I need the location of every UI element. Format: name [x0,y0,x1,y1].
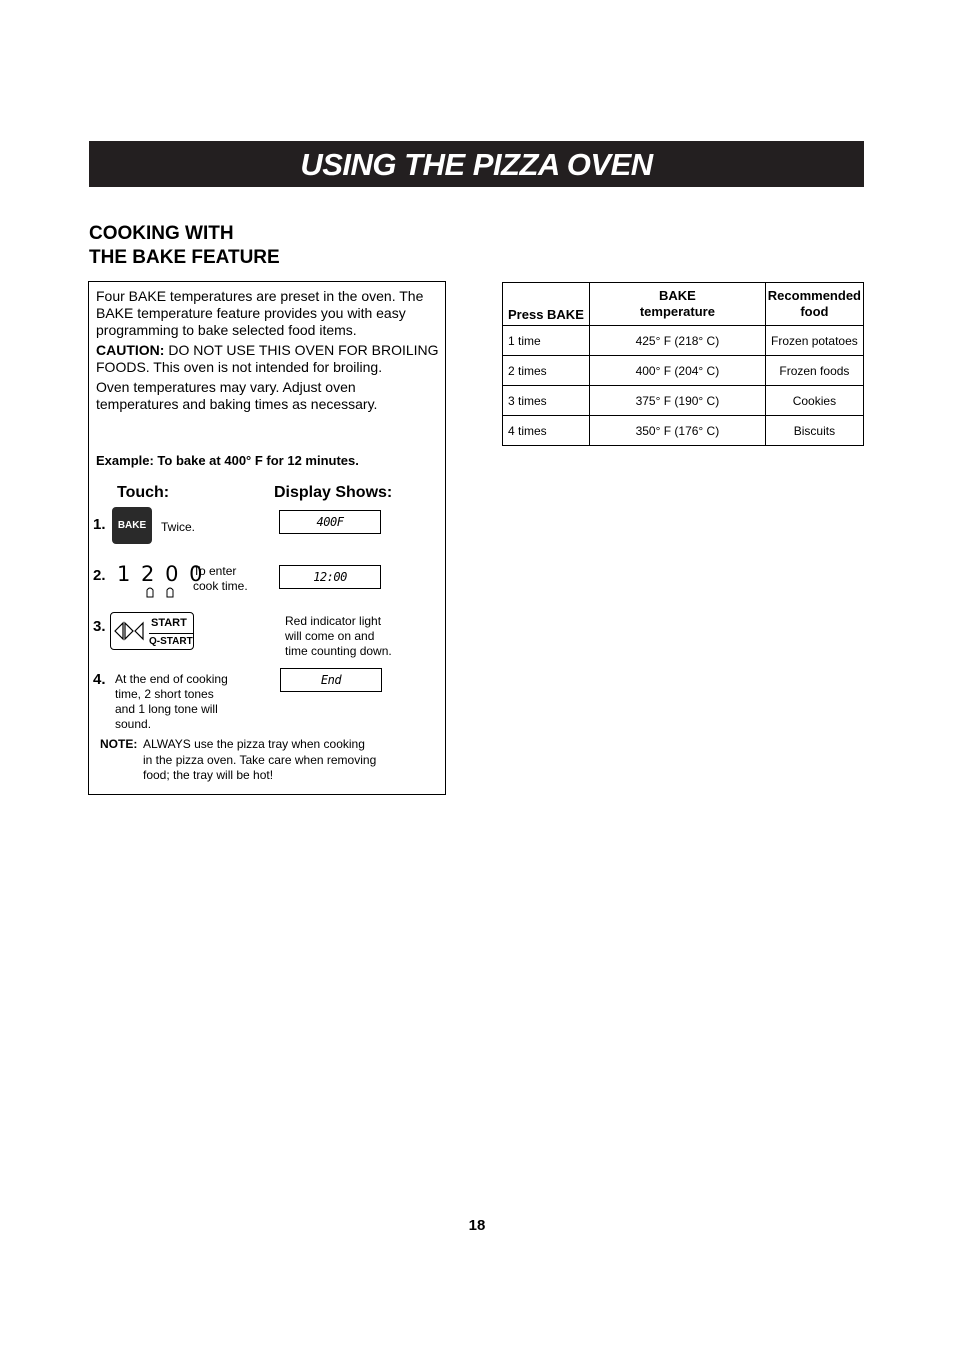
note-line2: in the pizza oven. Take care when removing [143,752,377,767]
display-column-header: Display Shows: [274,484,393,501]
header-bake-temperature: BAKE temperature [590,283,766,326]
touch-column-header: Touch: [117,484,170,501]
step-4-number: 4. [93,671,106,688]
header-recommended-food: Recommended food [765,283,863,326]
step-2-text [193,564,248,594]
step-4-text [115,672,228,732]
table-cell: 3 times [503,386,590,416]
table-cell: 1 time [503,326,590,356]
example-heading: Example: To bake at 400° F for 12 minutes. [96,453,359,468]
bake-temperature-table [502,282,864,446]
start-key [110,612,194,650]
number-keys: 1 2 0 0 [117,562,205,586]
section-heading [89,222,280,270]
step-2-number: 2. [93,567,106,584]
intro-text [96,288,441,416]
header-press-bake: Press BAKE [503,283,590,326]
step-1-text: Twice. [161,520,196,534]
table-row [503,326,864,356]
step-4-text-line2: time, 2 short tones [115,687,214,701]
page-number: 18 [468,1217,486,1234]
table-row [503,386,864,416]
q-start-label: Q-START [149,633,193,647]
step-3-text-line3: time counting down. [285,644,392,658]
start-label: START [151,617,187,629]
temperature-paragraph: Oven temperatures may vary. Adjust oven temperatures and baking times as necessary. [96,379,378,412]
note-line1: ALWAYS use the pizza tray when cooking [143,737,365,751]
step-2-display: 12:00 [279,565,381,589]
intro-paragraph: Four BAKE temperatures are preset in the oven. The BAKE temperature feature provides you with easy programming to bake selected food items. [96,288,424,338]
bake-key: BAKE [112,507,152,544]
step-2-text-line2: cook time. [193,579,248,593]
table-cell: Cookies [765,386,863,416]
table-cell: 2 times [503,356,590,386]
finger-press-icon [145,586,179,598]
note-line3: food; the tray will be hot! [143,768,274,782]
step-4-text-line3: and 1 long tone will [115,702,218,716]
title-banner [89,141,864,187]
table-cell: 350° F (176° C) [590,416,766,446]
instruction-box [88,281,446,795]
table-cell: 4 times [503,416,590,446]
caution-text: DO NOT USE THIS OVEN FOR BROILING FOODS. This oven is not intended for broiling. [96,342,439,375]
table-cell: 375° F (190° C) [590,386,766,416]
table-row [503,356,864,386]
table-cell: Frozen potatoes [765,326,863,356]
section-heading-line1: COOKING WITH [89,223,234,244]
start-arrows-icon [113,621,149,641]
table-cell: Biscuits [765,416,863,446]
step-3-text [285,614,392,659]
note-text [143,737,413,784]
table-cell: 400° F (204° C) [590,356,766,386]
table-cell: Frozen foods [765,356,863,386]
caution-label: CAUTION: [96,342,165,358]
step-3-text-line2: will come on and [285,629,375,643]
caution-paragraph [96,342,441,376]
page-title: USING THE PIZZA OVEN [300,147,653,182]
step-3-number: 3. [93,618,106,635]
step-4-text-line1: At the end of cooking [115,672,228,686]
table-cell: 425° F (218° C) [590,326,766,356]
section-heading-line2: THE BAKE FEATURE [89,247,280,268]
step-4-display: End [280,668,382,692]
step-2-text-line1: To enter [193,564,237,578]
step-4-text-line4: sound. [115,717,152,731]
table-row [503,416,864,446]
note-label: NOTE: [100,737,138,751]
step-1-number: 1. [93,516,106,533]
step-3-text-line1: Red indicator light [285,614,382,628]
step-1-display: 400F [279,510,381,534]
table-header-row [503,283,864,326]
